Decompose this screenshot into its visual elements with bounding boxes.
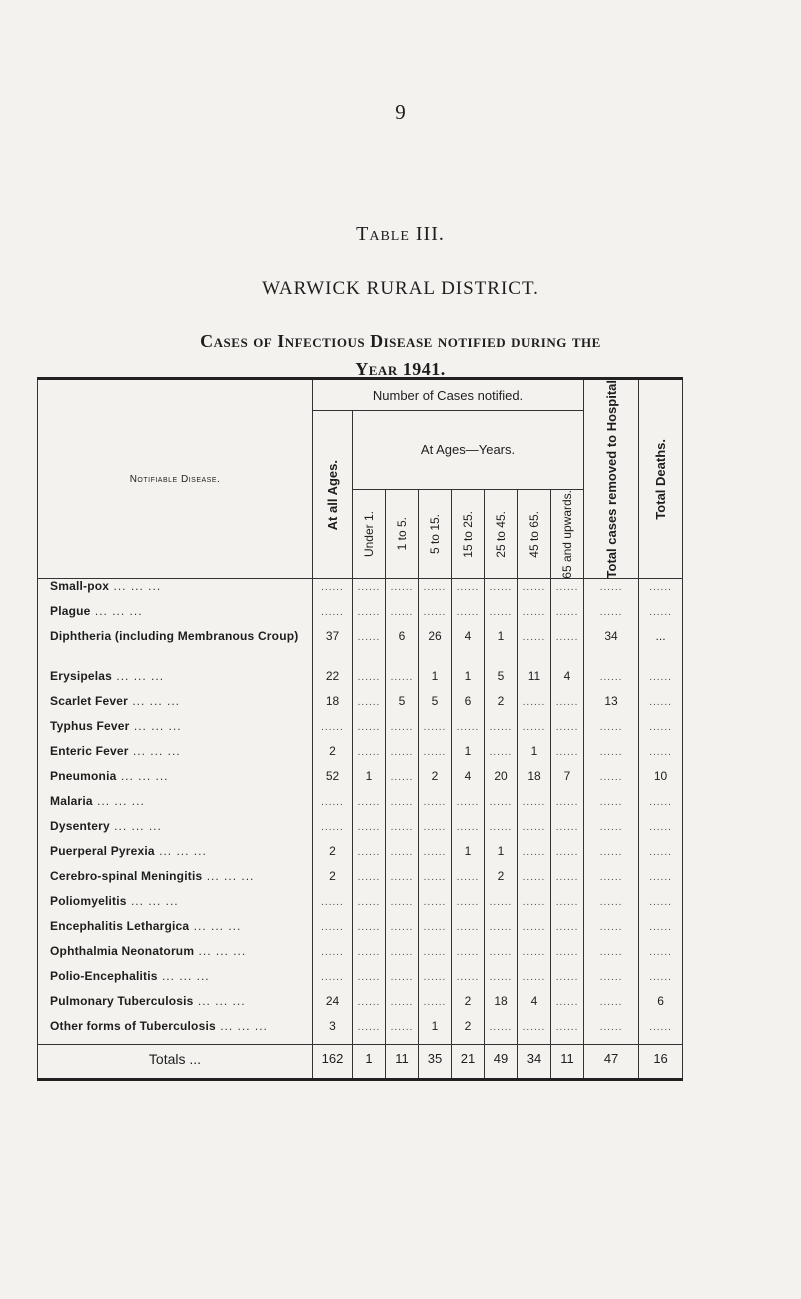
table-cell: ...... (419, 604, 452, 629)
table-cell: ...... (353, 994, 386, 1019)
table-cell: 1 (485, 844, 518, 869)
subtitle-line-1: Cases of Infectious Disease notified during the (200, 331, 601, 351)
table-cell: ...... (551, 894, 584, 919)
table-cell: 5 (419, 694, 452, 719)
table-cell: ...... (639, 894, 683, 919)
table-cell: ...... (419, 744, 452, 769)
table-row (38, 669, 683, 694)
disease-name: Poliomyelitis ... ... ... (38, 894, 313, 919)
table-cell: ...... (386, 579, 419, 605)
table-cell: ...... (485, 794, 518, 819)
table-cell: ...... (584, 579, 639, 605)
table-cell: ...... (485, 604, 518, 629)
table-cell: ...... (353, 944, 386, 969)
table-cell: ...... (419, 894, 452, 919)
table-title: Table III. (356, 223, 445, 245)
table-cell: 6 (452, 694, 485, 719)
table-cell: ...... (353, 669, 386, 694)
table-cell: ...... (419, 919, 452, 944)
table-cell: 37 (313, 629, 353, 669)
table-cell: ...... (584, 994, 639, 1019)
table-cell: ...... (353, 604, 386, 629)
header-disease: Notifiable Disease. (38, 379, 313, 579)
disease-name: Plague ... ... ... (38, 604, 313, 629)
disease-name: Pneumonia ... ... ... (38, 769, 313, 794)
table-cell: ...... (639, 844, 683, 869)
table-cell: 1 (518, 744, 551, 769)
table-cell: ...... (485, 894, 518, 919)
table-cell: 4 (551, 669, 584, 694)
table-cell: 10 (639, 769, 683, 794)
table-cell: ...... (452, 894, 485, 919)
table-cell: ...... (639, 744, 683, 769)
disease-name: Pulmonary Tuberculosis ... ... ... (38, 994, 313, 1019)
table-cell: 24 (313, 994, 353, 1019)
table-row (38, 769, 683, 794)
table-cell: ...... (386, 994, 419, 1019)
table-cell: ...... (452, 604, 485, 629)
header-number-notified: Number of Cases notified. (313, 379, 584, 411)
disease-name: Erysipelas ... ... ... (38, 669, 313, 694)
table-cell: ...... (353, 629, 386, 669)
table-cell: ...... (639, 819, 683, 844)
table-cell: ...... (518, 894, 551, 919)
table-cell: ...... (313, 944, 353, 969)
header-age-group: 65 and upwards. (551, 489, 584, 579)
table-cell: ...... (353, 894, 386, 919)
totals-cell: 35 (419, 1045, 452, 1080)
table-cell: ...... (584, 744, 639, 769)
table-cell: ...... (518, 844, 551, 869)
table-cell: ...... (313, 719, 353, 744)
header-total-deaths: Total Deaths. (639, 379, 683, 579)
table-cell: ...... (386, 1019, 419, 1045)
table-row (38, 794, 683, 819)
table-cell: ...... (518, 629, 551, 669)
table-cell: 7 (551, 769, 584, 794)
table-cell: ...... (419, 994, 452, 1019)
totals-cell: 47 (584, 1045, 639, 1080)
table-cell: ...... (313, 819, 353, 844)
disease-name: Encephalitis Lethargica ... ... ... (38, 919, 313, 944)
table-cell: ...... (386, 669, 419, 694)
table-row (38, 579, 683, 605)
table-cell: ...... (551, 794, 584, 819)
table-cell: ...... (639, 579, 683, 605)
table-cell: ...... (639, 669, 683, 694)
disease-name: Enteric Fever ... ... ... (38, 744, 313, 769)
table-cell: ...... (551, 694, 584, 719)
table-cell: ...... (386, 869, 419, 894)
table-cell: ...... (551, 969, 584, 994)
totals-cell: 1 (353, 1045, 386, 1080)
table-cell: ...... (584, 1019, 639, 1045)
table-cell: 2 (313, 844, 353, 869)
table-cell: ...... (551, 1019, 584, 1045)
table-cell: ...... (419, 869, 452, 894)
disease-name: Polio-Encephalitis ... ... ... (38, 969, 313, 994)
table-cell: ...... (386, 819, 419, 844)
table-cell: ...... (584, 719, 639, 744)
page-number: 9 (395, 100, 406, 124)
table-cell: 2 (313, 744, 353, 769)
table-cell: ...... (551, 994, 584, 1019)
table-cell: ...... (518, 819, 551, 844)
table-cell: ...... (551, 629, 584, 669)
table-cell: ...... (452, 969, 485, 994)
totals-cell: 11 (551, 1045, 584, 1080)
table-cell: ...... (518, 944, 551, 969)
table-cell: 2 (419, 769, 452, 794)
table-cell: 52 (313, 769, 353, 794)
disease-name: Typhus Fever ... ... ... (38, 719, 313, 744)
header-age-group: Under 1. (353, 489, 386, 579)
table-cell: 2 (485, 869, 518, 894)
table-cell: 4 (452, 769, 485, 794)
table-cell: ...... (386, 719, 419, 744)
table-cell: 1 (485, 629, 518, 669)
table-cell: 22 (313, 669, 353, 694)
table-cell: ...... (452, 869, 485, 894)
disease-name: Malaria ... ... ... (38, 794, 313, 819)
totals-cell: 49 (485, 1045, 518, 1080)
table-cell: 2 (485, 694, 518, 719)
table-cell: ...... (353, 1019, 386, 1045)
header-age-group: 5 to 15. (419, 489, 452, 579)
table-cell: ...... (551, 719, 584, 744)
table-cell: 1 (353, 769, 386, 794)
subtitle-line-2: Year 1941. (355, 359, 446, 379)
table-cell: 1 (419, 1019, 452, 1045)
table-row (38, 919, 683, 944)
table-cell: ...... (485, 919, 518, 944)
table-cell: ...... (639, 794, 683, 819)
table-cell: 2 (452, 994, 485, 1019)
disease-name: Puerperal Pyrexia ... ... ... (38, 844, 313, 869)
table-cell: ...... (353, 969, 386, 994)
table-cell: ...... (518, 919, 551, 944)
table-cell: 18 (518, 769, 551, 794)
table-cell: 3 (313, 1019, 353, 1045)
table-cell: 1 (452, 744, 485, 769)
header-age-group: 25 to 45. (485, 489, 518, 579)
table-cell: ...... (353, 819, 386, 844)
table-cell: ...... (584, 894, 639, 919)
table-cell: ...... (353, 869, 386, 894)
table-cell: ...... (639, 869, 683, 894)
table-cell: 1 (419, 669, 452, 694)
table-cell: ...... (639, 919, 683, 944)
table-cell: ...... (518, 794, 551, 819)
table-cell: ...... (419, 579, 452, 605)
table-cell: ...... (584, 944, 639, 969)
table-subtitle (0, 327, 801, 383)
table-cell: ...... (452, 919, 485, 944)
table-cell: ...... (551, 919, 584, 944)
totals-cell: 16 (639, 1045, 683, 1080)
table-cell: ...... (353, 694, 386, 719)
table-cell: ...... (551, 869, 584, 894)
table-cell: ...... (639, 969, 683, 994)
table-cell: ...... (353, 579, 386, 605)
table-cell: ...... (313, 794, 353, 819)
table-cell: ...... (485, 744, 518, 769)
header-at-all-ages: At all Ages. (313, 411, 353, 579)
table-cell: ...... (639, 944, 683, 969)
table-cell: ...... (353, 844, 386, 869)
table-cell: ...... (386, 794, 419, 819)
table-cell: ...... (353, 744, 386, 769)
table-cell: 2 (452, 1019, 485, 1045)
table-cell: 4 (518, 994, 551, 1019)
table-cell: ...... (485, 944, 518, 969)
table-cell: 11 (518, 669, 551, 694)
table-cell: ...... (386, 769, 419, 794)
table-cell: ...... (419, 944, 452, 969)
infectious-disease-table (37, 377, 683, 1081)
table-cell: ...... (518, 579, 551, 605)
table-cell: ...... (551, 744, 584, 769)
table-cell: ...... (584, 819, 639, 844)
table-cell: ...... (419, 819, 452, 844)
table-row (38, 694, 683, 719)
table-cell: ...... (485, 969, 518, 994)
table-cell: ...... (518, 969, 551, 994)
table-cell: ...... (518, 869, 551, 894)
disease-name: Dysentery ... ... ... (38, 819, 313, 844)
table-cell: ...... (452, 579, 485, 605)
table-cell: ...... (485, 819, 518, 844)
table-cell: ...... (386, 944, 419, 969)
table-cell: ...... (386, 969, 419, 994)
table-cell: ...... (452, 719, 485, 744)
table-cell: ...... (452, 794, 485, 819)
table-cell: ...... (419, 844, 452, 869)
table-cell: ...... (313, 579, 353, 605)
disease-name: Diphtheria (including Membranous Croup) (38, 629, 313, 669)
district-title: WARWICK RURAL DISTRICT. (262, 278, 539, 299)
table-cell: ...... (452, 819, 485, 844)
table-cell: ...... (518, 719, 551, 744)
header-age-group: 1 to 5. (386, 489, 419, 579)
totals-label: Totals ... (38, 1045, 313, 1080)
table-cell: ...... (313, 919, 353, 944)
table-cell: ...... (518, 694, 551, 719)
table-cell: ...... (485, 579, 518, 605)
table-cell: ...... (313, 604, 353, 629)
table-cell: ...... (551, 844, 584, 869)
header-removed-to-hospital: Total cases removed to Hospital (584, 379, 639, 579)
table-cell: 5 (485, 669, 518, 694)
table-cell: ...... (452, 944, 485, 969)
table-cell: ...... (419, 719, 452, 744)
table-cell: ...... (485, 719, 518, 744)
disease-name: Scarlet Fever ... ... ... (38, 694, 313, 719)
table-cell: ...... (485, 1019, 518, 1045)
table-cell: ...... (584, 969, 639, 994)
table-cell: ...... (639, 719, 683, 744)
table-cell: 6 (639, 994, 683, 1019)
table-cell: ...... (584, 919, 639, 944)
table-cell: ...... (386, 894, 419, 919)
table-row (38, 869, 683, 894)
table-cell: ...... (353, 919, 386, 944)
totals-row (38, 1045, 683, 1080)
table-cell: ...... (386, 844, 419, 869)
table-cell: 2 (313, 869, 353, 894)
totals-cell: 34 (518, 1045, 551, 1080)
totals-cell: 162 (313, 1045, 353, 1080)
table-cell: ...... (584, 869, 639, 894)
table-row (38, 744, 683, 769)
table-cell: ...... (584, 794, 639, 819)
table-cell: ...... (551, 579, 584, 605)
table-row (38, 819, 683, 844)
table-cell: 5 (386, 694, 419, 719)
table-row (38, 894, 683, 919)
table-cell: ...... (386, 744, 419, 769)
table-cell: 1 (452, 844, 485, 869)
totals-cell: 11 (386, 1045, 419, 1080)
table-cell: ...... (313, 894, 353, 919)
table-row (38, 1019, 683, 1045)
disease-name: Ophthalmia Neonatorum ... ... ... (38, 944, 313, 969)
table-cell: ...... (551, 819, 584, 844)
table-cell: ...... (639, 694, 683, 719)
table-cell: ...... (639, 1019, 683, 1045)
table-cell: ...... (639, 604, 683, 629)
table-row (38, 994, 683, 1019)
table-cell: ...... (353, 719, 386, 744)
table-cell: ...... (419, 969, 452, 994)
totals-cell: 21 (452, 1045, 485, 1080)
table-cell: 34 (584, 629, 639, 669)
table-cell: ...... (584, 604, 639, 629)
table-cell: ...... (313, 969, 353, 994)
table-cell: ...... (584, 844, 639, 869)
table-cell: ...... (584, 669, 639, 694)
table-cell: ... (639, 629, 683, 669)
disease-name: Small-pox ... ... ... (38, 579, 313, 605)
disease-name: Other forms of Tuberculosis ... ... ... (38, 1019, 313, 1045)
table-cell: ...... (584, 769, 639, 794)
table-cell: 18 (313, 694, 353, 719)
table-cell: ...... (551, 604, 584, 629)
header-at-ages-years: At Ages—Years. (353, 411, 584, 490)
table-row (38, 944, 683, 969)
table-row (38, 719, 683, 744)
table-cell: 4 (452, 629, 485, 669)
table-cell: 20 (485, 769, 518, 794)
table-row (38, 844, 683, 869)
table-cell: 6 (386, 629, 419, 669)
table-cell: ...... (386, 919, 419, 944)
disease-name: Cerebro-spinal Meningitis ... ... ... (38, 869, 313, 894)
table-row (38, 629, 683, 669)
table-row (38, 604, 683, 629)
table-cell: ...... (419, 794, 452, 819)
header-age-group: 45 to 65. (518, 489, 551, 579)
table-cell: 1 (452, 669, 485, 694)
table-cell: ...... (551, 944, 584, 969)
table-cell: ...... (353, 794, 386, 819)
table-cell: 26 (419, 629, 452, 669)
header-age-group: 15 to 25. (452, 489, 485, 579)
table-cell: ...... (386, 604, 419, 629)
table-cell: ...... (518, 604, 551, 629)
table-cell: 18 (485, 994, 518, 1019)
table-row (38, 969, 683, 994)
table-cell: ...... (518, 1019, 551, 1045)
table-cell: 13 (584, 694, 639, 719)
